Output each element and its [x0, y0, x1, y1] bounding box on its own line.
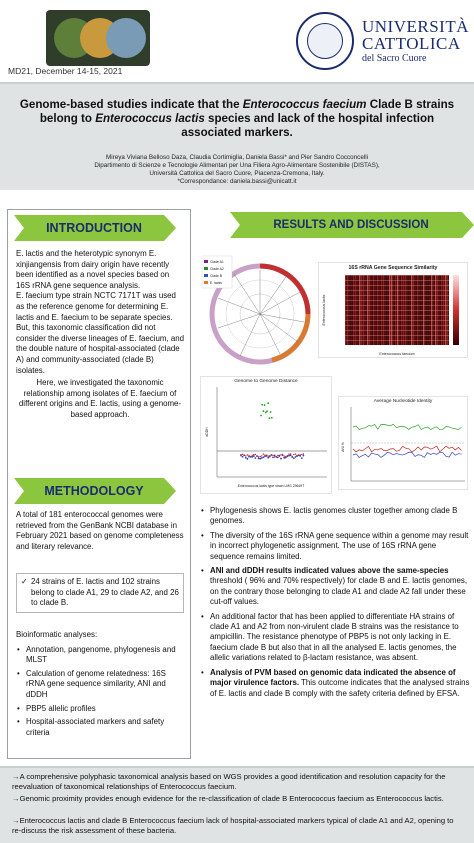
- results-heading: RESULTS AND DISCUSSION: [240, 212, 462, 238]
- analyses-heading: Bioinformatic analyses:: [16, 630, 98, 639]
- heatmap-figure: [318, 262, 468, 358]
- distance-ylabel: dDDH: [205, 427, 209, 437]
- distance-point: [250, 456, 251, 457]
- distance-point: [268, 456, 269, 457]
- distance-point: [272, 455, 273, 456]
- distance-point: [292, 456, 293, 457]
- university-name-line1: UNIVERSITÀ: [362, 17, 469, 36]
- distance-point: [271, 454, 272, 455]
- distance-point: [245, 455, 246, 456]
- distance-point: [264, 454, 265, 455]
- poster-title: Genome-based studies indicate that the Enterococcus faecium Clade B strains belong to Enterococcus lactis species and lack of the hospital infection associated markers.: [19, 98, 455, 139]
- distance-point: [245, 457, 247, 459]
- heatmap-cell-row: [345, 340, 449, 341]
- distance-point: [258, 458, 260, 460]
- heatmap-cell-row: [345, 335, 449, 336]
- heatmap-xlabel: Enterococcus faecium: [379, 352, 415, 356]
- phylogenetic-tree-figure: [200, 252, 316, 370]
- distance-point: [298, 454, 299, 455]
- distance-point: [263, 410, 265, 412]
- distance-point: [270, 411, 272, 413]
- distance-point: [247, 454, 248, 455]
- heatmap-cell-row: [345, 290, 449, 291]
- distance-point: [260, 456, 261, 457]
- distance-point: [263, 453, 264, 454]
- distance-point: [293, 454, 294, 455]
- distance-point: [279, 456, 280, 457]
- distance-point: [293, 457, 295, 459]
- distance-point: [285, 456, 286, 457]
- distance-point: [274, 456, 275, 457]
- intro-paragraph-4: Here, we investigated the taxonomic relationship among isolates of E. faecium of different origins and E. lactis, using a genome-based approach.: [18, 378, 182, 419]
- introduction-text: [16, 249, 184, 421]
- distance-point: [264, 404, 266, 406]
- distance-point: [276, 456, 277, 457]
- distance-point: [284, 455, 285, 456]
- affiliation-2: Università Cattolica del Sacro Cuore, Piacenza-Cremona, Italy.: [149, 170, 325, 177]
- methodology-text: [16, 510, 184, 552]
- distance-point: [256, 456, 257, 457]
- ani-series-line: [353, 424, 462, 430]
- analysis-item: • Calculation of genome relatedness: 16S rRNA gene sequence similarity, ANI and dDDH: [16, 669, 184, 701]
- ani-title: Average Nucleotide Identity: [373, 399, 433, 404]
- genome-distance-figure: [200, 376, 332, 494]
- tree-legend-item: Clade B: [210, 274, 223, 278]
- intro-paragraph-3: But, this taxonomic classification did not consider the diverse lineages of E. faecium, and the double nature of hospital-associated (clade A) and community-associated (clade B) isolates.: [16, 323, 184, 375]
- poster-header: [0, 0, 474, 82]
- distance-point: [259, 458, 261, 460]
- distance-point: [272, 456, 274, 458]
- distance-title: Genome to Genome Distance: [234, 379, 298, 384]
- distance-point: [282, 454, 283, 455]
- heatmap-cell-row: [345, 330, 449, 331]
- result-bullet-2: • The diversity of the 16S rRNA gene sequence within a genome may result in incorrect phylogenetic assignment. The use of 16S rRNA gene sequence remains limited.: [200, 531, 470, 562]
- distance-point: [261, 455, 262, 456]
- method-paragraph-1: A total of 181 enterococcal genomes were retrieved from the GenBank NCBI database in February 2021 based on genome completeness and literary relevance.: [16, 510, 184, 551]
- heatmap-cell-row: [345, 320, 449, 321]
- affiliation-1: Dipartimento di Scienze e Tecnologie Alimentari per Una Filiera Agro-Alimentare Sostenibile (DISTAS),: [94, 162, 380, 169]
- distance-point: [283, 457, 285, 459]
- result-bullet-1: • Phylogenesis shows E. lactis genomes cluster together among clade B genomes.: [200, 506, 470, 527]
- analysis-item: • Annotation, pangenome, phylogenesis and MLST: [16, 645, 184, 666]
- distance-point: [269, 417, 271, 419]
- distance-point: [295, 453, 296, 454]
- analyses-block: [16, 630, 184, 738]
- distance-point: [266, 410, 268, 412]
- distance-point: [280, 458, 282, 460]
- tree-legend-item: Clade A2: [210, 267, 224, 271]
- ani-figure: [338, 396, 468, 490]
- intro-paragraph-1: E. lactis and the heterotypic synonym E. xinjiangensis from dairy origin have recently been identified as a novel species based on 16S rRNA gene sequence analysis.: [16, 249, 170, 290]
- heatmap-cell-row: [345, 310, 449, 311]
- conference-logo: [46, 10, 150, 66]
- distance-point: [248, 455, 249, 456]
- distance-point: [300, 454, 301, 455]
- ani-ylabel: ANI %: [341, 442, 345, 452]
- distance-point: [263, 456, 265, 458]
- correspondence: *Correspondance: daniela.bassi@unicatt.it: [177, 178, 297, 185]
- university-logo: [362, 18, 472, 64]
- distance-point: [277, 455, 278, 456]
- tree-legend-item: E. lactis: [210, 281, 222, 285]
- heatmap-svg: [319, 263, 469, 359]
- analysis-item: • Hospital-associated markers and safety criteria: [16, 717, 184, 738]
- heatmap-cell-row: [345, 300, 449, 301]
- distance-point: [287, 456, 288, 457]
- authors-block: [10, 154, 464, 186]
- distance-point: [271, 417, 273, 419]
- university-seal-icon: [296, 12, 354, 70]
- results-bullets: [200, 506, 470, 703]
- distance-point: [244, 455, 245, 456]
- heatmap-title: 16S rRNA Gene Sequence Similarity: [348, 265, 438, 271]
- ani-svg: [339, 397, 469, 491]
- conclusion-1: →A comprehensive polyphasic taxonomical analysis based on WGS provides a good identification and resolution capacity for the reevaluation of taxonomical relationships of Enterococcus faecium.: [12, 772, 446, 791]
- distance-point: [255, 454, 256, 455]
- distance-point: [303, 453, 304, 454]
- distance-point: [274, 454, 276, 456]
- distance-point: [267, 402, 269, 404]
- distance-point: [288, 455, 290, 457]
- distance-point: [242, 454, 243, 455]
- distance-svg: [201, 377, 333, 495]
- result-bullet-3: • ANI and dDDH results indicated values above the same-species threshold ( 96% and 70% respectively) for clade B and E. lactis genomes, on the contrary those belonging to clade A1 and clade A2 fall under these cut-off values.: [200, 566, 470, 608]
- distance-point: [261, 457, 263, 459]
- ani-series-line: [353, 446, 462, 452]
- heatmap-cell-row: [345, 280, 449, 281]
- tree-legend-item: Clade A1: [210, 260, 224, 264]
- result-bullet-4: • An additional factor that has been applied to differentiate HA strains of clade A1 and A2 from non-virulent clade B strains was the resistance to ampicillin. The resistance phenotype of PBP5 is not only lacking in E. faecium clade B but also that in all the analysed E. lactis genomes, the allelic variations related to β-lactam resistance, was absent.: [200, 612, 470, 664]
- distance-point: [267, 457, 269, 459]
- methodology-heading: METHODOLOGY: [24, 478, 164, 504]
- strain-box: [16, 573, 184, 613]
- distance-xlabel: Enterococcus lactis type strain LMG 29649T: [237, 484, 305, 488]
- distance-point: [290, 453, 291, 454]
- distance-point: [301, 454, 302, 455]
- heatmap-cell-row: [345, 325, 449, 326]
- distance-point: [277, 456, 279, 458]
- distance-point: [240, 454, 241, 455]
- phylogenetic-tree-svg: [200, 252, 316, 370]
- distance-point: [242, 456, 244, 458]
- analysis-item: • PBP5 allelic profiles: [16, 704, 184, 715]
- distance-point: [252, 455, 253, 456]
- result-bullet-5: • Analysis of PVM based on genomic data indicated the absence of major virulence factors. This outcome indicates that the analysed strains of E. lactis and clade B comply with the safety criteria defined by EFSA.: [200, 668, 470, 699]
- distance-point: [303, 455, 305, 457]
- distance-point: [295, 456, 297, 458]
- ani-series-line: [353, 452, 462, 457]
- distance-point: [280, 454, 281, 455]
- distance-point: [253, 454, 254, 455]
- distance-point: [269, 456, 270, 457]
- distance-point: [260, 415, 262, 417]
- intro-paragraph-2: E. faecium type strain NCTC 7171T was used as the reference genome for determining E. lactis and E. faecium to be separate species.: [16, 291, 176, 322]
- title-panel: [0, 82, 474, 190]
- distance-point: [301, 457, 303, 459]
- conference-date: MD21, December 14-15, 2021: [8, 66, 123, 76]
- university-name-line2: CATTOLICA: [362, 34, 461, 53]
- heatmap-cell-row: [345, 295, 449, 296]
- distance-point: [288, 453, 289, 454]
- university-name-line3: del Sacro Cuore: [362, 53, 427, 64]
- distance-point: [247, 458, 249, 460]
- heatmap-ylabel: Enterococcus lactis: [322, 294, 326, 326]
- distance-point: [266, 454, 267, 455]
- distance-point: [261, 404, 263, 406]
- authors: Mireya Viviana Belloso Daza, Claudia Cortimiglia, Daniela Bassi* and Pier Sandro Cocconcelli: [105, 154, 369, 161]
- heatmap-cell-row: [345, 305, 449, 306]
- introduction-heading: INTRODUCTION: [24, 215, 164, 241]
- distance-point: [255, 457, 257, 459]
- distance-point: [258, 456, 259, 457]
- conclusions-panel: [0, 766, 474, 843]
- distance-point: [253, 455, 255, 457]
- heatmap-cell-row: [345, 315, 449, 316]
- heatmap-cell-row: [345, 285, 449, 286]
- strain-checkitem: ✓ 24 strains of E. lactis and 102 strains belong to clade A1, 29 to clade A2, and 26 to clade B.: [21, 577, 180, 609]
- conclusion-2: →Genomic proximity provides enough evidence for the re-classification of clade B Enterococcus faecium as Enterococcus lactis.: [12, 794, 444, 803]
- conclusion-3: →Enterococcus lactis and clade B Enterococcus faecium lack of hospital-associated markers typical of clade A1 and A2, opening to re-discuss the risk assessment of these bacteria.: [12, 816, 454, 835]
- heatmap-cell-row: [345, 275, 449, 276]
- distance-point: [296, 455, 297, 456]
- distance-point: [251, 456, 253, 458]
